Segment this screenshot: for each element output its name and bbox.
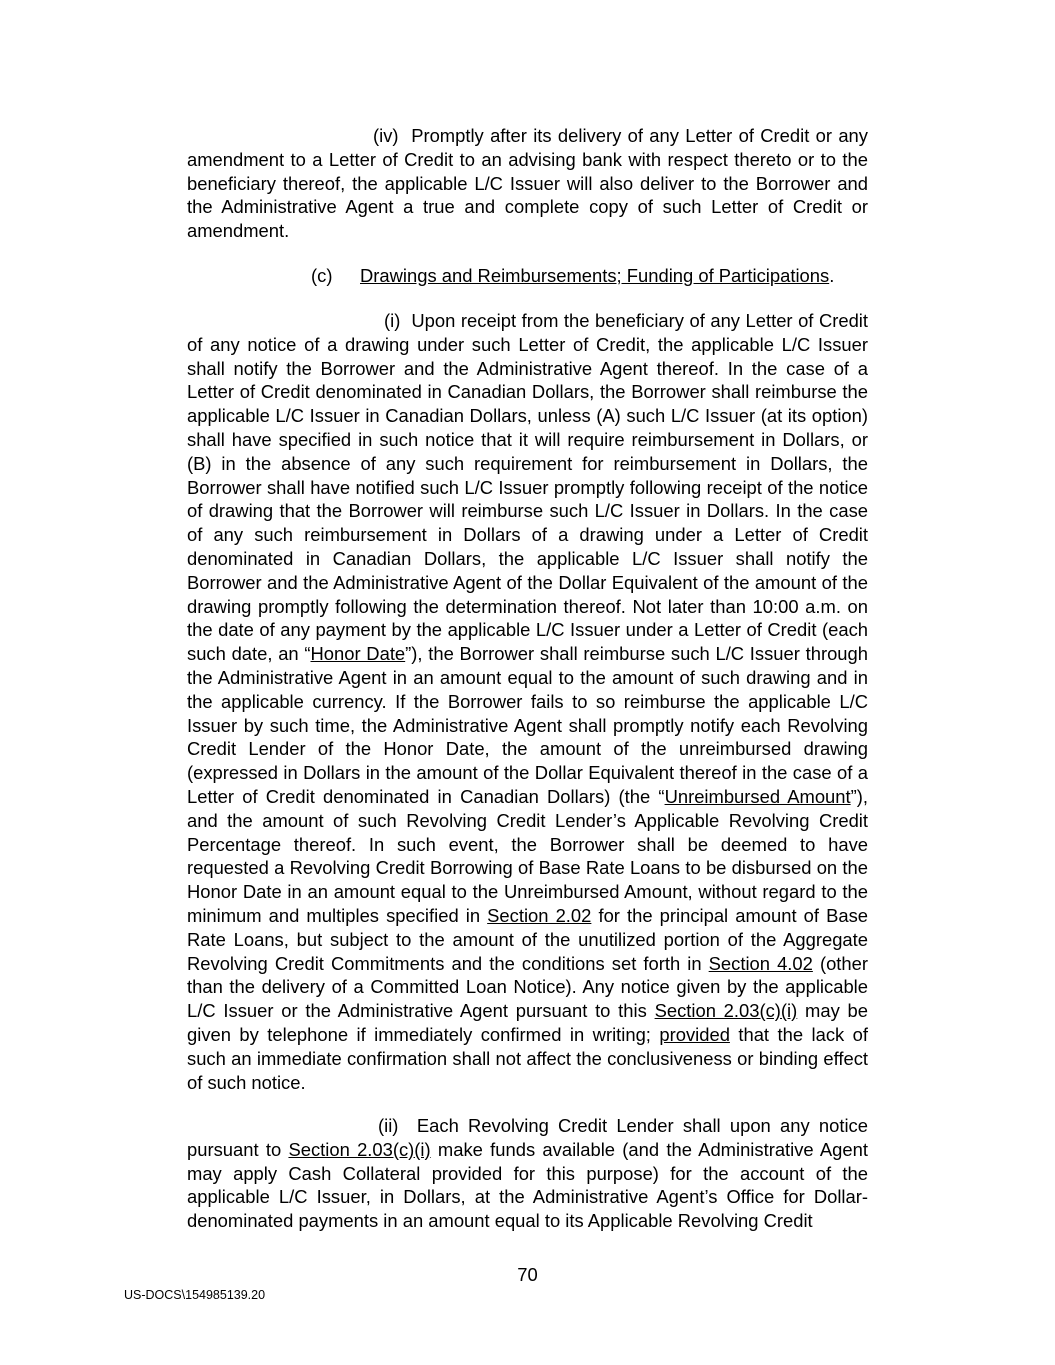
paragraph-text: may be given by telephone if immediately confirmed in writing;	[187, 1000, 868, 1045]
section-heading-title: Drawings and Reimbursements; Funding of Participations	[360, 265, 830, 286]
heading-period: .	[829, 265, 835, 286]
proviso-term-provided: provided	[659, 1023, 730, 1045]
paragraph-ii	[187, 1114, 868, 1233]
paragraph-text: ”), and the amount of such Revolving Credit Lender’s Applicable Revolving Credit Percentage thereof. In such event, the Borrower shall be deemed to have requested a Revolving Credit Borrowing of Base Rate Loans to be disbursed on the Honor Date in an amount equal to the Unreimbursed Amount, without regard to the minimum and multiples specified in	[187, 785, 868, 926]
cross-reference-section-2-02: Section 2.02	[487, 904, 592, 926]
defined-term-unreimbursed-amount: Unreimbursed Amount	[664, 785, 851, 807]
paragraph-text: make funds available (and the Administrative Agent may apply Cash Collateral provided for this purpose) for the account of the applicable L/C Issuer, in Dollars, at the Administrative Agent’s Office for Dollar-denominated payments in an amount equal to its Applicable Revolving Credit	[187, 1138, 868, 1232]
cross-reference-section-4-02: Section 4.02	[708, 952, 813, 974]
paragraph-text: for the principal amount of Base Rate Loans, but subject to the amount of the unutilized portion of the Aggregate Revolving Credit Commitments and the conditions set forth in	[187, 904, 868, 974]
section-marker: (c)	[311, 265, 333, 286]
cross-reference-section-2-03-c-i: Section 2.03(c)(i)	[654, 1000, 798, 1022]
page-number: 70	[517, 1264, 538, 1285]
paragraph-text: Promptly after its delivery of any Letter of Credit or any amendment to a Letter of Credit to an advising bank with respect thereto or to the beneficiary thereof, the applicable L/C Issuer will also deliver to the Borrower and the Administrative Agent a true and complete copy of such Letter of Credit or amendment.	[187, 125, 868, 242]
paragraph-text: ”), the Borrower shall reimburse such L/C Issuer through the Administrative Agent in an amount equal to the amount of such drawing and in the applicable currency. If the Borrower fails to so reimburse the applicable L/C Issuer by such time, the Administrative Agent shall promptly notify each Revolving Credit Lender of the Honor Date, the amount of the unreimbursed drawing (expressed in Dollars in the amount of the Dollar Equivalent thereof in the case of a Letter of Credit denominated in Canadian Dollars) (the “	[187, 643, 868, 807]
document-id: US-DOCS\154985139.20	[124, 1288, 266, 1302]
paragraph-marker: (ii)	[378, 1115, 399, 1136]
paragraph-text: that the lack of such an immediate confirmation shall not affect the conclusiveness or binding effect of such notice.	[187, 1023, 868, 1093]
section-heading-c	[187, 264, 868, 288]
paragraph-text: (other than the delivery of a Committed Loan Notice). Any notice given by the applicable L/C Issuer or the Administrative Agent pursuant to this	[187, 952, 868, 1022]
paragraph-marker: (i)	[384, 310, 401, 331]
paragraph-i	[187, 309, 868, 1094]
paragraph-text: Each Revolving Credit Lender shall upon any notice pursuant to	[187, 1115, 868, 1160]
paragraph-marker: (iv)	[373, 125, 399, 146]
paragraph-text: Upon receipt from the beneficiary of any Letter of Credit of any notice of a drawing under such Letter of Credit, the applicable L/C Issuer shall notify the Borrower and the Administrative Agent thereof. In the case of a Letter of Credit denominated in Canadian Dollars, the Borrower shall reimburse the applicable L/C Issuer in Canadian Dollars, unless (A) such L/C Issuer (at its option) shall have specified in such notice that it will require reimbursement in Dollars, or (B) in the absence of any such requirement for reimbursement in Dollars, the Borrower shall have notified such L/C Issuer promptly following receipt of the notice of drawing that the Borrower will reimburse such L/C Issuer in Dollars. In the case of any such reimbursement in Dollars of a drawing under a Letter of Credit denominated in Canadian Dollars, the applicable L/C Issuer shall notify the Borrower and the Administrative Agent of the Dollar Equivalent of the amount of the drawing promptly following the determination thereof. Not later than 10:00 a.m. on the date of any payment by the applicable L/C Issuer under a Letter of Credit (each such date, an “	[187, 310, 868, 665]
paragraph-iv	[187, 124, 868, 243]
defined-term-honor-date: Honor Date	[310, 643, 406, 665]
cross-reference-section-2-03-c-i: Section 2.03(c)(i)	[288, 1138, 431, 1160]
